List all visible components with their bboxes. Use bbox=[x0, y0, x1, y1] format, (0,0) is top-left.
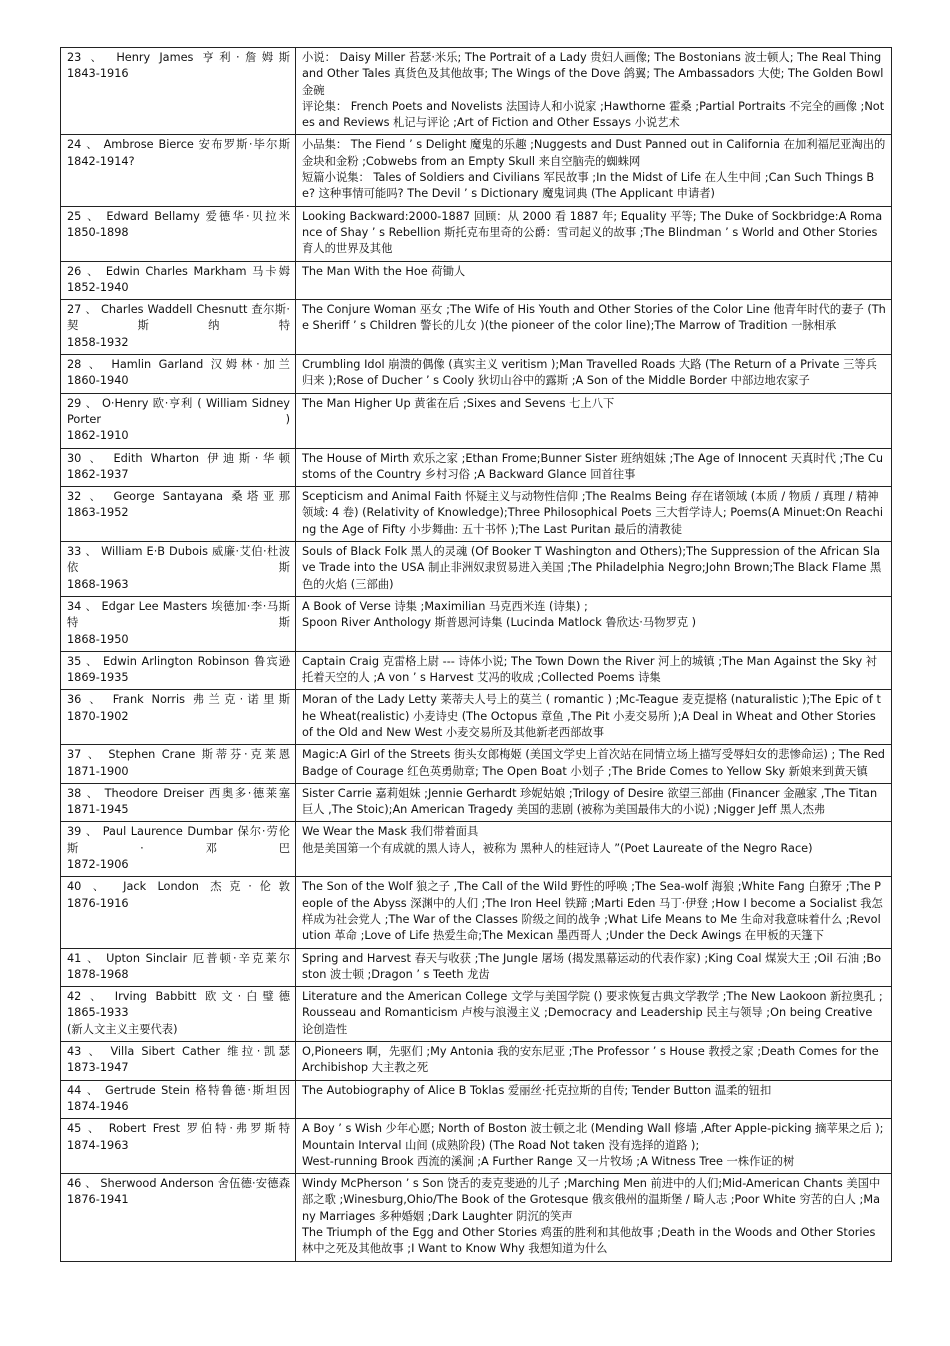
author-name-text: Edwin Charles Markham 马卡姆 bbox=[105, 264, 290, 278]
works-cell bbox=[296, 596, 892, 651]
author-name: 26 、 Edwin Charles Markham 马卡姆 bbox=[67, 264, 290, 278]
author-name: 36 、 Frank Norris 弗兰克·诺里斯 bbox=[67, 693, 290, 707]
works-paragraph: Literature and the American College 文学与美国学院 () 要求恢复古典文学教学 ;The New Laokoon 新拉奥孔 ;Rousseau and Romanticism 卢梭与浪漫主义 ;Democracy and Leadership 民主与领导 ;On being Creative 论创造性 bbox=[302, 990, 883, 1036]
works-cell bbox=[296, 987, 892, 1042]
author-number: 32 bbox=[67, 490, 82, 504]
author-name-text: Charles Waddell Chesnutt 查尔斯·契斯纳特 bbox=[67, 303, 290, 333]
author-number: 36 bbox=[67, 693, 82, 707]
works-paragraph: 小品集： The Fiend ’ s Delight 魔鬼的乐趣 ;Nuggests and Dust Panned out in California 在加利福尼亚淘出的金块和金粉 ;Cobwebs from an Empty Skull 来自空脑壳的蜘蛛网 bbox=[302, 138, 886, 168]
works-cell bbox=[296, 877, 892, 948]
author-cell bbox=[61, 1174, 296, 1261]
author-years: 1878-1968 bbox=[67, 967, 129, 981]
author-name-text: Villa Sibert Cather 维拉·凯瑟 bbox=[110, 1045, 290, 1059]
author-name-text: Edgar Lee Masters 埃德加·李·马斯特斯 bbox=[67, 599, 290, 630]
author-name-text: Paul Laurence Dumbar 保尔·劳伦斯·邓巴 bbox=[67, 825, 290, 855]
works-cell bbox=[296, 48, 892, 135]
author-years: 1874-1963 bbox=[67, 1138, 129, 1152]
author-name: 24 、 Ambrose Bierce 安布罗斯·毕尔斯 bbox=[67, 138, 291, 152]
author-name-text: Sherwood Anderson 舍伍德·安德森 bbox=[100, 1177, 291, 1191]
author-note: (新人文主义主要代表) bbox=[67, 1022, 178, 1036]
author-cell bbox=[61, 135, 296, 206]
author-number: 25 bbox=[67, 209, 82, 223]
author-years: 1858-1932 bbox=[67, 335, 129, 349]
author-name-text: Upton Sinclair 厄普顿·辛克莱尔 bbox=[106, 951, 290, 965]
works-paragraph: Sister Carrie 嘉莉姐妹 ;Jennie Gerhardt 珍妮姑娘 ;Trilogy of Desire 欲望三部曲 (Financer 金融家 ,The Titan 巨人 ,The Stoic);An American Tragedy 美国的悲剧 (被称为美国最伟大的小说) ;Nigger Jeff 黑人杰弗 bbox=[302, 786, 878, 817]
author-name-text: Frank Norris 弗兰克·诺里斯 bbox=[112, 693, 290, 707]
author-years: 1850-1898 bbox=[67, 225, 129, 239]
works-paragraph: Moran of the Lady Letty 莱蒂夫人号上的莫兰 ( romantic ) ;Mc-Teague 麦克提格 (naturalistic );The Epic of the Wheat(realistic) 小麦诗史 (The Octopus 章鱼 ,The Pit 小麦交易所 );A Deal in Wheat and Other Stories of the Old and New West 小麦交易所及其他新老西部故事 bbox=[302, 693, 881, 739]
author-name-text: Gertrude Stein 格特鲁德·斯坦因 bbox=[105, 1083, 291, 1097]
author-years: 1868-1950 bbox=[67, 632, 129, 646]
author-row bbox=[61, 987, 892, 1042]
author-name-text: Jack London 杰克·伦敦 bbox=[123, 880, 290, 894]
author-row bbox=[61, 48, 892, 135]
author-name: 23 、 Henry James 亨利·詹姆斯 bbox=[67, 51, 290, 64]
author-cell bbox=[61, 1119, 296, 1174]
author-row bbox=[61, 651, 892, 690]
author-name: 38 、 Theodore Dreiser 西奥多·德莱塞 bbox=[67, 786, 290, 800]
author-row bbox=[61, 261, 892, 300]
author-row bbox=[61, 948, 892, 987]
works-cell bbox=[296, 1174, 892, 1261]
author-cell bbox=[61, 783, 296, 822]
works-cell bbox=[296, 783, 892, 822]
works-paragraph: A Book of Verse 诗集 ;Maximilian 马克西米连 (诗集) ; bbox=[302, 599, 588, 613]
author-name-text: George Santayana 桑塔亚那 bbox=[113, 490, 290, 504]
author-number: 24 bbox=[67, 138, 82, 152]
author-cell bbox=[61, 487, 296, 542]
author-years: 1873-1947 bbox=[67, 1061, 129, 1075]
author-number: 44 bbox=[67, 1083, 82, 1097]
author-name-text: Edwin Arlington Robinson 鲁宾逊 bbox=[103, 654, 290, 668]
author-row bbox=[61, 487, 892, 542]
works-paragraph: Spring and Harvest 春天与收获 ;The Jungle 屠场 (揭发黑幕运动的代表作家) ;King Coal 煤炭大王 ;Oil 石油 ;Boston 波士顿 ;Dragon ’ s Teeth 龙齿 bbox=[302, 951, 882, 981]
author-name: 28 、 Hamlin Garland 汉姆林·加兰 bbox=[67, 358, 290, 372]
author-row bbox=[61, 393, 892, 448]
works-cell bbox=[296, 745, 892, 784]
author-row bbox=[61, 1119, 892, 1174]
author-number: 34 bbox=[67, 599, 82, 613]
author-cell bbox=[61, 448, 296, 487]
author-row bbox=[61, 745, 892, 784]
works-paragraph: Looking Backward:2000-1887 回顾：从 2000 看 1887 年; Equality 平等; The Duke of Sockbridge:A Romance of Shay ’ s Rebellion 斯托克布里奇的公爵：雪司起义的故事 ;The Blindman ’ s World and Other Stories 育人的世界及其他 bbox=[302, 209, 883, 256]
author-row bbox=[61, 877, 892, 948]
works-paragraph: O,Pioneers 啊，先驱们 ;My Antonia 我的安东尼亚 ;The Professor ’ s House 教授之家 ;Death Comes for the Archibishop 大主教之死 bbox=[302, 1045, 879, 1075]
author-number: 29 bbox=[67, 396, 82, 410]
works-paragraph: Spoon River Anthology 斯普恩河诗集 (Lucinda Matlock 鲁欣达·马物罗克 ) bbox=[302, 616, 697, 630]
author-name: 25 、 Edward Bellamy 爱德华·贝拉米 bbox=[67, 209, 290, 223]
works-paragraph: Windy McPherson ’ s Son 饶舌的麦克斐逊的儿子 ;Marching Men 前进中的人们;Mid-American Chants 美国中部之歌 ;Winesburg,Ohio/The Book of the Grotesque 俄亥俄州的温斯堡 / 畸人志 ;Poor White 穷苦的白人 ;Many Marriages 多种婚姻 ;Dark Laughter 阴沉的笑声 bbox=[302, 1177, 881, 1223]
author-name-text: Henry James 亨利·詹姆斯 bbox=[116, 51, 290, 64]
author-name: 45 、 Robert Frest 罗伯特·弗罗斯特 bbox=[67, 1122, 290, 1136]
author-number: 38 bbox=[67, 786, 82, 800]
works-paragraph: The Son of the Wolf 狼之子 ,The Call of the Wild 野性的呼唤 ;The Sea-wolf 海狼 ;White Fang 白獠牙 ;The People of the Abyss 深渊中的人们 ;The Iron Heel 铁蹄 ;Marti Eden 马丁·伊登 ;How I become a Socialist 我怎样成为社会党人 ;The War of the Classes 阶级之间的战争 ;What Life Means to Me 生命对我意味着什么 ;Revolution 革命 ;Love of Life 热爱生命;The Mexican 墨西哥人 ;Under the Deck Awings 在甲板的天篷下 bbox=[302, 880, 883, 943]
author-number: 23 bbox=[67, 51, 82, 64]
author-name: 30 、 Edith Wharton 伊迪斯·华顿 bbox=[67, 451, 290, 465]
works-cell bbox=[296, 1080, 892, 1119]
author-name: 44 、 Gertrude Stein 格特鲁德·斯坦因 bbox=[67, 1083, 291, 1097]
works-paragraph: The Conjure Woman 巫女 ;The Wife of His Youth and Other Stories of the Color Line 他青年时代的妻子 (The Sheriff ’ s Children 警长的儿女 )(the pioneer of the color line);The Marrow of Tradition 一脉相承 bbox=[302, 303, 886, 333]
works-paragraph: 他是美国第一个有成就的黑人诗人，被称为 黑种人的桂冠诗人 ”(Poet Laureate of the Negro Race) bbox=[302, 841, 813, 855]
author-cell bbox=[61, 596, 296, 651]
author-number: 35 bbox=[67, 654, 82, 668]
author-number: 26 bbox=[67, 264, 82, 278]
author-years: 1874-1946 bbox=[67, 1099, 129, 1113]
works-paragraph: The House of Mirth 欢乐之家 ;Ethan Frome;Bunner Sister 班纳姐妹 ;The Age of Innocent 天真时代 ;The Customs of the Country 乡村习俗 ;A Backward Glance 回首往事 bbox=[302, 451, 883, 481]
works-cell bbox=[296, 261, 892, 300]
author-cell bbox=[61, 877, 296, 948]
author-name: 27 、 Charles Waddell Chesnutt 查尔斯·契斯纳特 bbox=[67, 303, 290, 333]
author-years: 1876-1916 bbox=[67, 896, 129, 910]
author-number: 41 bbox=[67, 951, 82, 965]
author-cell bbox=[61, 48, 296, 135]
author-number: 42 bbox=[67, 990, 82, 1004]
author-name-text: Edward Bellamy 爱德华·贝拉米 bbox=[106, 209, 290, 223]
author-cell bbox=[61, 690, 296, 745]
author-number: 43 bbox=[67, 1045, 82, 1059]
author-years: 1863-1952 bbox=[67, 506, 129, 520]
author-cell bbox=[61, 745, 296, 784]
author-name-text: Stephen Crane 斯蒂芬·克莱恩 bbox=[108, 748, 290, 762]
works-cell bbox=[296, 822, 892, 877]
author-years: 1865-1933 bbox=[67, 1006, 129, 1020]
author-name: 37 、 Stephen Crane 斯蒂芬·克莱恩 bbox=[67, 748, 290, 762]
author-cell bbox=[61, 1080, 296, 1119]
author-name-text: Robert Frest 罗伯特·弗罗斯特 bbox=[108, 1122, 290, 1136]
author-cell bbox=[61, 261, 296, 300]
author-cell bbox=[61, 206, 296, 261]
author-number: 27 bbox=[67, 303, 82, 317]
author-years: 1868-1963 bbox=[67, 577, 129, 591]
works-cell bbox=[296, 300, 892, 355]
works-paragraph: We Wear the Mask 我们带着面具 bbox=[302, 825, 479, 839]
author-number: 40 bbox=[67, 880, 82, 894]
author-name: 33 、 William E·B Dubois 威廉·艾伯·杜波依斯 bbox=[67, 545, 290, 575]
works-paragraph: 短篇小说集： Tales of Soldiers and Civilians 军民故事 ;In the Midst of Life 在人生中间 ;Can Such Things Be? 这种事情可能吗? The Devil ’ s Dictionary 魔鬼词典 (The Applicant 申请者) bbox=[302, 171, 875, 201]
author-row bbox=[61, 1042, 892, 1081]
author-years: 1871-1945 bbox=[67, 803, 129, 817]
author-years: 1852-1940 bbox=[67, 280, 129, 294]
works-paragraph: Magic:A Girl of the Streets 街头女郎梅姬 (美国文学史上首次站在同情立场上描写受辱妇女的悲惨命运) ; The Red Badge of Courage 红色英勇勋章; The Open Boat 小划子 ;The Bride Comes to Yellow Sky 新娘来到黄天镇 bbox=[302, 748, 885, 778]
works-paragraph: West-running Brook 西流的溪涧 ;A Further Range 又一片牧场 ;A Witness Tree 一株作证的树 bbox=[302, 1154, 795, 1168]
author-years: 1842-1914? bbox=[67, 154, 135, 168]
author-name-text: Ambrose Bierce 安布罗斯·毕尔斯 bbox=[103, 138, 291, 152]
author-cell bbox=[61, 542, 296, 597]
author-row bbox=[61, 783, 892, 822]
author-name: 29 、 O·Henry 欧·亨利 ( William Sidney Porter ) bbox=[67, 396, 290, 426]
author-name-text: William E·B Dubois 威廉·艾伯·杜波依斯 bbox=[67, 545, 290, 575]
author-name: 46 、 Sherwood Anderson 舍伍德·安德森 bbox=[67, 1177, 291, 1191]
author-name-text: Theodore Dreiser 西奥多·德莱塞 bbox=[104, 786, 290, 800]
author-row bbox=[61, 206, 892, 261]
works-paragraph: Crumbling Idol 崩溃的偶像 (真实主义 veritism );Man Travelled Roads 大路 (The Return of a Private 三等兵归来 );Rose of Ducher ’ s Cooly 狄切山谷中的露斯 ;A Son of the Middle Border 中部边地农家子 bbox=[302, 358, 877, 388]
author-years: 1869-1935 bbox=[67, 671, 129, 685]
author-number: 30 bbox=[67, 451, 82, 465]
author-cell bbox=[61, 393, 296, 448]
author-name-text: Hamlin Garland 汉姆林·加兰 bbox=[111, 358, 290, 372]
author-name: 42 、 Irving Babbitt 欧文·白璧德 bbox=[67, 990, 290, 1004]
author-years: 1862-1910 bbox=[67, 429, 129, 443]
author-name: 40 、 Jack London 杰克·伦敦 bbox=[67, 880, 290, 894]
works-paragraph: Captain Craig 克雷格上尉 --- 诗体小说; The Town Down the River 河上的城镇 ;The Man Against the Sky 衬托着天空的人 ;A von ’ s Harvest 艾冯的收成 ;Collected Poems 诗集 bbox=[302, 654, 878, 685]
works-paragraph: The Man With the Hoe 荷锄人 bbox=[302, 264, 466, 278]
author-name: 41 、 Upton Sinclair 厄普顿·辛克莱尔 bbox=[67, 951, 290, 965]
works-paragraph: The Triumph of the Egg and Other Stories 鸡蛋的胜利和其他故事 ;Death in the Woods and Other Stories 林中之死及其他故事 ;I Want to Know Why 我想知道为什么 bbox=[302, 1226, 876, 1256]
author-cell bbox=[61, 355, 296, 394]
authors-table bbox=[60, 47, 892, 1262]
works-paragraph: Souls of Black Folk 黑人的灵魂 (Of Booker T Washington and Others);The Suppression of the African Slave Trade into the USA 制止非洲奴隶贸易进入美国 ;The Philadelphia Negro;John Brown;The Black Flame 黑色的火焰 (三部曲) bbox=[302, 545, 882, 591]
author-number: 28 bbox=[67, 358, 82, 372]
author-cell bbox=[61, 1042, 296, 1081]
author-row bbox=[61, 135, 892, 206]
author-years: 1870-1902 bbox=[67, 709, 129, 723]
author-name: 35 、 Edwin Arlington Robinson 鲁宾逊 bbox=[67, 654, 290, 668]
works-paragraph: Scepticism and Animal Faith 怀疑主义与动物性信仰 ;The Realms Being 存在诸领域 (本质 / 物质 / 真理 / 精神领域: 4 卷) (Relativity of Knowledge);Three Philosophical Poets 三大哲学诗人; Poems(A Minuet:On Reaching the Age of Fifty 小步舞曲: 五十书怀 );The Last Puritan 最后的清教徒 bbox=[302, 490, 883, 536]
works-cell bbox=[296, 355, 892, 394]
author-cell bbox=[61, 948, 296, 987]
author-row bbox=[61, 690, 892, 745]
author-years: 1860-1940 bbox=[67, 374, 129, 388]
author-years: 1876-1941 bbox=[67, 1193, 129, 1207]
author-years: 1871-1900 bbox=[67, 764, 129, 778]
works-cell bbox=[296, 542, 892, 597]
author-cell bbox=[61, 300, 296, 355]
author-row bbox=[61, 300, 892, 355]
works-cell bbox=[296, 206, 892, 261]
works-paragraph: The Autobiography of Alice B Toklas 爱丽丝·托克拉斯的自传; Tender Button 温柔的钮扣 bbox=[302, 1083, 772, 1097]
author-name-text: Edith Wharton 伊迪斯·华顿 bbox=[113, 451, 290, 465]
author-row bbox=[61, 355, 892, 394]
works-cell bbox=[296, 393, 892, 448]
works-paragraph: 评论集： French Poets and Novelists 法国诗人和小说家 ;Hawthorne 霍桑 ;Partial Portraits 不完全的画像 ;Notes and Reviews 札记与评论 ;Art of Fiction and Other Essays 小说艺术 bbox=[302, 99, 885, 130]
author-cell bbox=[61, 822, 296, 877]
author-number: 37 bbox=[67, 748, 82, 762]
author-row bbox=[61, 1174, 892, 1261]
works-paragraph: The Man Higher Up 黄雀在后 ;Sixes and Sevens 七上八下 bbox=[302, 396, 615, 410]
works-cell bbox=[296, 135, 892, 206]
author-row bbox=[61, 822, 892, 877]
author-years: 1843-1916 bbox=[67, 67, 129, 81]
author-number: 33 bbox=[67, 545, 82, 559]
author-number: 46 bbox=[67, 1177, 82, 1191]
author-cell bbox=[61, 987, 296, 1042]
author-name-text: O·Henry 欧·亨利 ( William Sidney Porter ) bbox=[67, 396, 290, 426]
works-cell bbox=[296, 448, 892, 487]
author-row bbox=[61, 542, 892, 597]
works-paragraph: A Boy ’ s Wish 少年心愿; North of Boston 波士顿之北 (Mending Wall 修墙 ,After Apple-picking 摘苹果之后 );Mountain Interval 山间 (成熟阶段) (The Road Not taken 没有选择的道路 ); bbox=[302, 1122, 884, 1152]
author-years: 1862-1937 bbox=[67, 467, 129, 481]
authors-table-body bbox=[61, 48, 892, 1262]
author-name-text: Irving Babbitt 欧文·白璧德 bbox=[114, 990, 290, 1004]
author-row bbox=[61, 1080, 892, 1119]
author-row bbox=[61, 596, 892, 651]
works-cell bbox=[296, 948, 892, 987]
author-number: 45 bbox=[67, 1122, 82, 1136]
works-cell bbox=[296, 1042, 892, 1081]
author-name: 32 、 George Santayana 桑塔亚那 bbox=[67, 490, 290, 504]
author-row bbox=[61, 448, 892, 487]
works-paragraph: 小说： Daisy Miller 苔瑟·米乐; The Portrait of a Lady 贵妇人画像; The Bostonians 波士顿人; The Real Thing and Other Tales 真货色及其他故事; The Wings of the Dove 鸽翼; The Ambassadors 大使; The Golden Bowl 金碗 bbox=[302, 51, 884, 97]
author-name: 34 、 Edgar Lee Masters 埃德加·李·马斯特斯 bbox=[67, 599, 290, 630]
works-cell bbox=[296, 1119, 892, 1174]
author-years: 1872-1906 bbox=[67, 858, 129, 872]
author-name: 43 、 Villa Sibert Cather 维拉·凯瑟 bbox=[67, 1045, 290, 1059]
author-number: 39 bbox=[67, 825, 82, 839]
author-name: 39 、 Paul Laurence Dumbar 保尔·劳伦斯·邓巴 bbox=[67, 825, 290, 855]
works-cell bbox=[296, 487, 892, 542]
works-cell bbox=[296, 690, 892, 745]
works-cell bbox=[296, 651, 892, 690]
author-cell bbox=[61, 651, 296, 690]
